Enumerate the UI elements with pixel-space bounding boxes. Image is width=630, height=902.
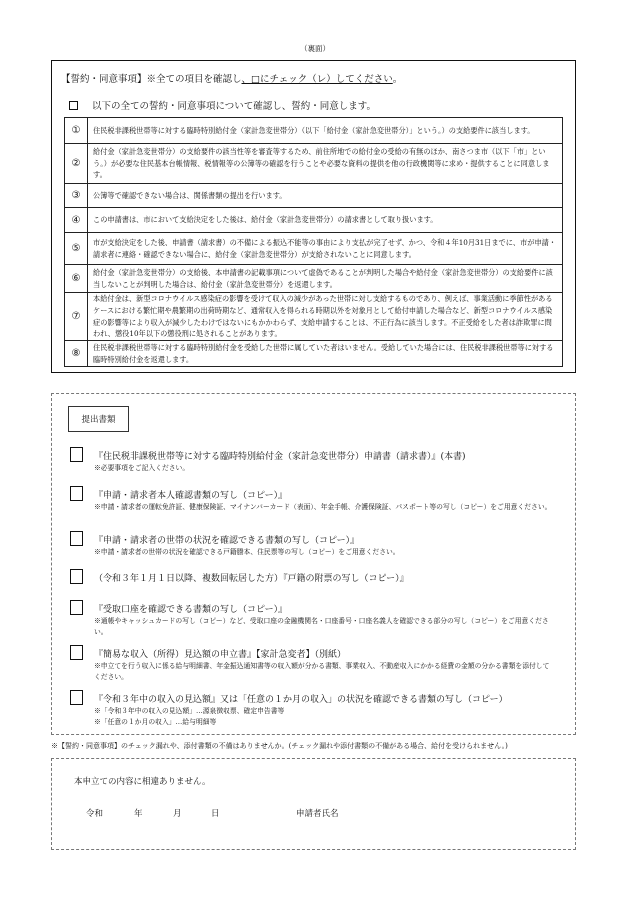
era-label: 令和 — [86, 809, 104, 819]
document-2-checkbox[interactable] — [70, 486, 83, 501]
documents-title: 提出書類 — [68, 406, 129, 432]
documents-section: 提出書類 『住民税非課税世帯等に対する臨時特別給付金（家計急変世帯分）申請書（請求書）』(本書) ※必要事項をご記入ください。 『申請・請求者本人確認書類の写し（コピー）』 ※申請・請求者の運転免許証、健康保険証、マイナンバーカード（表面）、年金手帳、介護保険証、パスポート等の写し（コピー）をご用意ください。 『申請・請求者の世帯の状況を確認できる書類の写し（コピー）』 ※申請・請求者の世帯の状況を確認できる戸籍謄本、住民票等の写し（コピー）をご用意ください。 （令和３年１月１日以降、複数回転居した方）『戸籍の附票の写し（コピー）』 『受取口座を確認できる書類の写し（コピー）』 ※通帳やキャッシュカードの写し（コピー）など、受取口座の金融機関名・口座番号・口座名義人を確認できる部分の写し（コピー）をご用意ください。 『簡易な収入（所得）見込額の申立書』【家計急変者】（別紙） ※申立てを行う収入に係る給与明細書、年金振込通知書等の収入額が分かる書類、事業収入、不動産収入にかかる経費の金額の分かる書類を添付してください。 『令和３年中の収入の見込額』又は「任意の１か月の収入」の状況を確認できる書類の写し（コピー） ※「令和３年中の収入の見込額」…源泉徴収票、確定申告書等 ※「任意の１か月の収入」…給与明細等 — [51, 393, 576, 735]
applicant-name-label: 申請者氏名 — [296, 809, 339, 819]
declaration-section — [51, 758, 576, 850]
consent-item-5: ⑤ 市が支給決定をした後、申請書（請求書）の不備による振込不能等の事由により支払が完了せず、かつ、令和４年10月31日までに、市が申請・請求者に連絡・確認できない場合に、給付金（家計急変世帯分）が支給されないことに同意します。 — [65, 232, 562, 264]
year-label: 年 — [134, 809, 143, 819]
consent-item-2: ② 給付金（家計急変世帯分）の支給要件の該当性等を審査等するため、前住所地での給付金の受給の有無のほか、南さつま市（以下「市」という。）が必要な住民基本台帳情報、税情報等の公簿等の確認を行うことや必要な資料の提供を他の行政機関等に求め・提供することに同意します。 — [65, 143, 562, 183]
consent-item-8: ⑧ 住民税非課税世帯等に対する臨時特別給付金を受給した世帯に属していた者はいません。受給していた場合には、住民税非課税世帯等に対する臨時特別給付金を返還します。 — [65, 340, 562, 366]
document-6-checkbox[interactable] — [70, 645, 83, 660]
document-7-checkbox[interactable] — [70, 690, 83, 705]
consent-item-1: ① 住民税非課税世帯等に対する臨時特別給付金（家計急変世帯分）（以下「給付金（家計急変世帯分）」という。）の支給要件に該当します。 — [65, 118, 562, 143]
document-5-checkbox[interactable] — [70, 600, 83, 615]
declaration-text: 本申立ての内容に相違ありません。 — [74, 777, 211, 787]
agree-all-row[interactable] — [69, 98, 376, 112]
agree-all-checkbox[interactable] — [69, 101, 78, 110]
day-label: 日 — [211, 809, 220, 819]
consent-section — [51, 60, 576, 373]
consent-heading: 【誓約・同意事項】※全ての項目を確認し、□にチェック（レ）してください。 — [61, 74, 403, 85]
consent-item-3: ③ 公簿等で確認できない場合は、関係書類の提出を行います。 — [65, 183, 562, 207]
consent-item-4: ④ この申請書は、市において支給決定をした後は、給付金（家計急変世帯分）の請求書として取り扱います。 — [65, 207, 562, 232]
page-label: （裏面） — [300, 44, 330, 53]
document-1-checkbox[interactable] — [70, 447, 83, 462]
consent-item-7: ⑦ 本給付金は、新型コロナウイルス感染症の影響を受けて収入の減少があった世帯に対し支給するものであり、例えば、事業活動に季節性があるケースにおける繁忙期や農繁期の出荷時期など、通常収入を得られる時期以外を対象月として給付申請した場合など、新型コロナウイルス感染症の影響等により収入が減少したわけではないにもかかわらず、支給申請することは、不正行為に該当します。不正受給をした者は詐欺罪に問われ、懲役10年以下の懲役刑に処されることがあります。 — [65, 292, 562, 340]
month-label: 月 — [173, 809, 182, 819]
document-3-checkbox[interactable] — [70, 531, 83, 546]
check-warning: ※【誓約・同意事項】のチェック漏れや、添付書類の不備はありませんか。(チェック漏れや添付書類の不備がある場合、給付を受けられません。) — [51, 742, 508, 750]
consent-item-6: ⑥ 給付金（家計急変世帯分）の支給後、本申請書の記載事項について虚偽であることが判明した場合や給付金（家計急変世帯分）の支給要件に該当しないことが判明した場合は、給付金（家計急変世帯分）を返還します。 — [65, 264, 562, 292]
document-4-checkbox[interactable] — [70, 569, 83, 584]
consent-items-table — [64, 117, 563, 367]
agree-all-label: 以下の全ての誓約・同意事項について確認し、誓約・同意します。 — [92, 101, 377, 112]
